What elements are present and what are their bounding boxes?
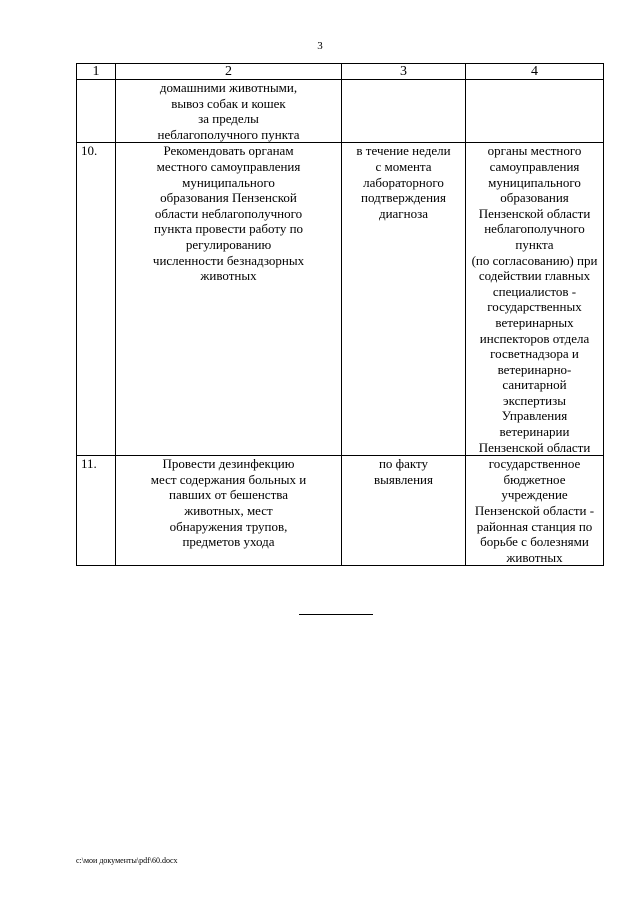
table-row [77, 80, 604, 143]
responsible-cell [466, 456, 604, 566]
deadline-cell [342, 143, 466, 456]
row-number-text: 11. [81, 456, 97, 472]
responsible-text: государственное бюджетное учреждение Пензенской области - районная станция по борьбе с болезнями животных [474, 456, 595, 565]
page-number: 3 [317, 40, 323, 52]
row-number [77, 80, 116, 143]
action-text: Провести дезинфекцию мест содержания больных и павших от бешенства животных, мест обнаружения трупов, предметов ухода [150, 456, 307, 550]
footer-file-path: c:\мои документы\pdf\60.docx [76, 856, 178, 865]
responsible-text: органы местного самоуправления муниципального образования Пензенской области неблагополучного пункта (по согласованию) при содействии главных специалистов - государственных ветеринарных инспекторов отдела госветнадзора и ветеринарно-санитарной экспертизы Управления ветеринарии Пензенской области [471, 143, 598, 455]
column-header-action: 2 [116, 64, 342, 80]
column-header-deadline: 3 [342, 64, 466, 80]
table-row [77, 456, 604, 566]
action-cell [116, 456, 342, 566]
deadline-text: по факту выявления [374, 456, 433, 487]
action-cell [116, 80, 342, 143]
row-number [77, 456, 116, 566]
column-header-number: 1 [77, 64, 116, 80]
measures-table [76, 63, 604, 566]
column-header-responsible: 4 [466, 64, 604, 80]
end-of-document-rule [299, 614, 373, 615]
row-number-text: 10. [81, 143, 98, 159]
action-text: домашними животными, вывоз собак и кошек за пределы неблагополучного пункта [157, 80, 300, 142]
deadline-text: в течение недели с момента лабораторного подтверждения диагноза [356, 143, 451, 221]
table-header-row [77, 64, 604, 80]
responsible-cell [466, 143, 604, 456]
row-number [77, 143, 116, 456]
deadline-cell [342, 456, 466, 566]
responsible-cell [466, 80, 604, 143]
table-row [77, 143, 604, 456]
action-text: Рекомендовать органам местного самоуправления муниципального образования Пензенской области неблагополучного пункта провести работу по регулированию численности безнадзорных животных [152, 143, 305, 284]
action-cell [116, 143, 342, 456]
deadline-cell [342, 80, 466, 143]
